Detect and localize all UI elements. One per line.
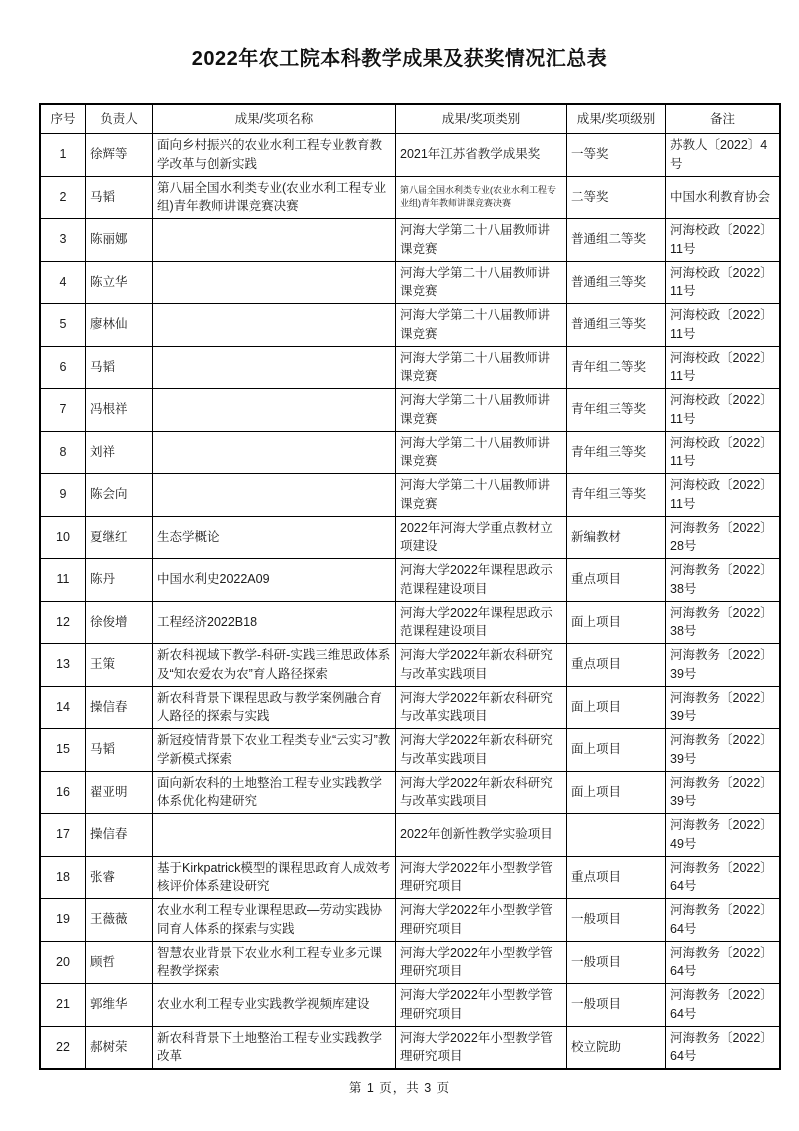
cell-level: 重点项目 xyxy=(567,559,666,602)
cell-row-number: 8 xyxy=(40,431,86,474)
cell-award-name: 新冠疫情背景下农业工程类专业“云实习”教学新模式探索 xyxy=(153,729,396,772)
cell-person: 徐俊增 xyxy=(86,601,153,644)
cell-row-number: 11 xyxy=(40,559,86,602)
cell-level: 重点项目 xyxy=(567,856,666,899)
cell-note: 河海教务〔2022〕39号 xyxy=(666,729,781,772)
cell-person: 王薇薇 xyxy=(86,899,153,942)
cell-row-number: 4 xyxy=(40,261,86,304)
cell-category: 河海大学第二十八届教师讲课竞赛 xyxy=(396,261,567,304)
cell-note: 河海校政〔2022〕11号 xyxy=(666,219,781,262)
cell-row-number: 19 xyxy=(40,899,86,942)
cell-row-number: 15 xyxy=(40,729,86,772)
cell-award-name: 新农科背景下课程思政与教学案例融合育人路径的探索与实践 xyxy=(153,686,396,729)
cell-note: 河海校政〔2022〕11号 xyxy=(666,261,781,304)
cell-person: 徐辉等 xyxy=(86,134,153,177)
cell-row-number: 10 xyxy=(40,516,86,559)
cell-category: 河海大学2022年课程思政示范课程建设项目 xyxy=(396,559,567,602)
col-header-category: 成果/奖项类别 xyxy=(396,104,567,134)
cell-person: 马韬 xyxy=(86,346,153,389)
cell-award-name xyxy=(153,814,396,857)
cell-row-number: 21 xyxy=(40,984,86,1027)
cell-category: 河海大学第二十八届教师讲课竞赛 xyxy=(396,431,567,474)
cell-award-name: 生态学概论 xyxy=(153,516,396,559)
cell-level: 青年组三等奖 xyxy=(567,474,666,517)
cell-row-number: 14 xyxy=(40,686,86,729)
cell-award-name xyxy=(153,219,396,262)
cell-note: 河海教务〔2022〕64号 xyxy=(666,856,781,899)
table-row xyxy=(40,899,780,942)
cell-level: 一等奖 xyxy=(567,134,666,177)
cell-person: 顾哲 xyxy=(86,941,153,984)
cell-level: 青年组三等奖 xyxy=(567,431,666,474)
col-header-note: 备注 xyxy=(666,104,781,134)
cell-person: 马韬 xyxy=(86,729,153,772)
cell-category: 第八届全国水利类专业(农业水利工程专业组)青年教师讲课竞赛决赛 xyxy=(396,176,567,219)
col-header-no: 序号 xyxy=(40,104,86,134)
cell-category: 河海大学2022年小型教学管理研究项目 xyxy=(396,984,567,1027)
table-row xyxy=(40,346,780,389)
cell-person: 刘祥 xyxy=(86,431,153,474)
table-header xyxy=(40,104,780,134)
cell-level: 普通组三等奖 xyxy=(567,304,666,347)
cell-row-number: 18 xyxy=(40,856,86,899)
cell-level: 新编教材 xyxy=(567,516,666,559)
cell-row-number: 13 xyxy=(40,644,86,687)
cell-award-name: 中国水利史2022A09 xyxy=(153,559,396,602)
cell-award-name xyxy=(153,389,396,432)
table-row xyxy=(40,431,780,474)
cell-note: 苏教人〔2022〕4号 xyxy=(666,134,781,177)
cell-row-number: 6 xyxy=(40,346,86,389)
cell-row-number: 9 xyxy=(40,474,86,517)
cell-level: 面上项目 xyxy=(567,601,666,644)
cell-row-number: 16 xyxy=(40,771,86,814)
cell-row-number: 3 xyxy=(40,219,86,262)
cell-category: 2022年河海大学重点教材立项建设 xyxy=(396,516,567,559)
cell-note: 河海教务〔2022〕38号 xyxy=(666,601,781,644)
cell-level: 青年组二等奖 xyxy=(567,346,666,389)
table-row xyxy=(40,176,780,219)
cell-category: 河海大学2022年小型教学管理研究项目 xyxy=(396,856,567,899)
cell-note: 河海校政〔2022〕11号 xyxy=(666,304,781,347)
cell-award-name: 面向乡村振兴的农业水利工程专业教育教学改革与创新实践 xyxy=(153,134,396,177)
cell-row-number: 12 xyxy=(40,601,86,644)
cell-note: 河海教务〔2022〕49号 xyxy=(666,814,781,857)
table-row xyxy=(40,814,780,857)
cell-category: 2022年创新性教学实验项目 xyxy=(396,814,567,857)
cell-level: 校立院助 xyxy=(567,1026,666,1069)
cell-category: 河海大学2022年小型教学管理研究项目 xyxy=(396,941,567,984)
table-row xyxy=(40,729,780,772)
cell-note: 河海教务〔2022〕28号 xyxy=(666,516,781,559)
cell-row-number: 2 xyxy=(40,176,86,219)
cell-level: 普通组二等奖 xyxy=(567,219,666,262)
cell-row-number: 5 xyxy=(40,304,86,347)
cell-row-number: 1 xyxy=(40,134,86,177)
cell-person: 陈丽娜 xyxy=(86,219,153,262)
table-row xyxy=(40,771,780,814)
table-row xyxy=(40,261,780,304)
cell-note: 河海教务〔2022〕64号 xyxy=(666,984,781,1027)
cell-level: 二等奖 xyxy=(567,176,666,219)
table-row xyxy=(40,474,780,517)
cell-category: 河海大学第二十八届教师讲课竞赛 xyxy=(396,304,567,347)
col-header-level: 成果/奖项级别 xyxy=(567,104,666,134)
cell-award-name: 基于Kirkpatrick模型的课程思政育人成效考核评价体系建设研究 xyxy=(153,856,396,899)
cell-award-name xyxy=(153,304,396,347)
cell-level xyxy=(567,814,666,857)
table-row xyxy=(40,1026,780,1069)
cell-level: 普通组三等奖 xyxy=(567,261,666,304)
cell-person: 操信春 xyxy=(86,686,153,729)
cell-person: 张睿 xyxy=(86,856,153,899)
table-row xyxy=(40,941,780,984)
table-row xyxy=(40,304,780,347)
cell-category: 河海大学2022年新农科研究与改革实践项目 xyxy=(396,644,567,687)
cell-note: 河海教务〔2022〕39号 xyxy=(666,686,781,729)
cell-person: 冯根祥 xyxy=(86,389,153,432)
table-row xyxy=(40,516,780,559)
cell-row-number: 17 xyxy=(40,814,86,857)
cell-award-name: 新农科背景下土地整治工程专业实践教学改革 xyxy=(153,1026,396,1069)
cell-person: 陈丹 xyxy=(86,559,153,602)
cell-person: 马韬 xyxy=(86,176,153,219)
cell-note: 河海教务〔2022〕39号 xyxy=(666,644,781,687)
cell-level: 一般项目 xyxy=(567,984,666,1027)
cell-level: 一般项目 xyxy=(567,899,666,942)
cell-row-number: 22 xyxy=(40,1026,86,1069)
cell-award-name: 工程经济2022B18 xyxy=(153,601,396,644)
table-row xyxy=(40,601,780,644)
cell-level: 重点项目 xyxy=(567,644,666,687)
table-row xyxy=(40,134,780,177)
cell-level: 一般项目 xyxy=(567,941,666,984)
cell-award-name: 农业水利工程专业课程思政—劳动实践协同育人体系的探索与实践 xyxy=(153,899,396,942)
table-row xyxy=(40,219,780,262)
cell-note: 河海教务〔2022〕39号 xyxy=(666,771,781,814)
cell-category: 河海大学第二十八届教师讲课竞赛 xyxy=(396,474,567,517)
cell-category: 河海大学2022年新农科研究与改革实践项目 xyxy=(396,686,567,729)
cell-award-name xyxy=(153,474,396,517)
cell-award-name: 农业水利工程专业实践教学视频库建设 xyxy=(153,984,396,1027)
table-row xyxy=(40,686,780,729)
cell-note: 河海教务〔2022〕38号 xyxy=(666,559,781,602)
cell-award-name xyxy=(153,261,396,304)
col-header-person: 负责人 xyxy=(86,104,153,134)
cell-person: 廖林仙 xyxy=(86,304,153,347)
header-row xyxy=(40,104,780,134)
cell-category: 河海大学2022年小型教学管理研究项目 xyxy=(396,899,567,942)
table-row xyxy=(40,984,780,1027)
cell-category: 河海大学第二十八届教师讲课竞赛 xyxy=(396,346,567,389)
cell-category: 河海大学2022年新农科研究与改革实践项目 xyxy=(396,729,567,772)
table-row xyxy=(40,559,780,602)
cell-level: 面上项目 xyxy=(567,686,666,729)
page-title: 2022年农工院本科教学成果及获奖情况汇总表 xyxy=(191,48,608,70)
cell-row-number: 20 xyxy=(40,941,86,984)
cell-award-name xyxy=(153,346,396,389)
cell-person: 翟亚明 xyxy=(86,771,153,814)
table-row xyxy=(40,389,780,432)
cell-note: 河海校政〔2022〕11号 xyxy=(666,389,781,432)
cell-level: 青年组三等奖 xyxy=(567,389,666,432)
cell-note: 河海校政〔2022〕11号 xyxy=(666,346,781,389)
awards-summary-table xyxy=(39,103,781,1070)
cell-note: 河海校政〔2022〕11号 xyxy=(666,474,781,517)
cell-note: 河海教务〔2022〕64号 xyxy=(666,941,781,984)
cell-row-number: 7 xyxy=(40,389,86,432)
cell-category: 河海大学第二十八届教师讲课竞赛 xyxy=(396,219,567,262)
cell-award-name xyxy=(153,431,396,474)
page-number: 第 1 页，共 3 页 xyxy=(348,1081,451,1095)
cell-person: 王策 xyxy=(86,644,153,687)
table-row xyxy=(40,644,780,687)
cell-person: 郝树荣 xyxy=(86,1026,153,1069)
cell-category: 河海大学2022年小型教学管理研究项目 xyxy=(396,1026,567,1069)
cell-note: 河海校政〔2022〕11号 xyxy=(666,431,781,474)
table-body xyxy=(40,134,780,1070)
cell-category: 河海大学第二十八届教师讲课竞赛 xyxy=(396,389,567,432)
cell-award-name: 面向新农科的土地整治工程专业实践教学体系优化构建研究 xyxy=(153,771,396,814)
cell-note: 河海教务〔2022〕64号 xyxy=(666,899,781,942)
cell-category: 河海大学2022年新农科研究与改革实践项目 xyxy=(396,771,567,814)
cell-person: 夏继红 xyxy=(86,516,153,559)
cell-person: 陈会向 xyxy=(86,474,153,517)
cell-award-name: 第八届全国水利类专业(农业水利工程专业组)青年教师讲课竞赛决赛 xyxy=(153,176,396,219)
cell-person: 郭维华 xyxy=(86,984,153,1027)
cell-category: 2021年江苏省教学成果奖 xyxy=(396,134,567,177)
cell-award-name: 智慧农业背景下农业水利工程专业多元课程教学探索 xyxy=(153,941,396,984)
cell-note: 河海教务〔2022〕64号 xyxy=(666,1026,781,1069)
cell-person: 操信春 xyxy=(86,814,153,857)
cell-award-name: 新农科视域下教学-科研-实践三维思政体系及“知农爱农为农”育人路径探索 xyxy=(153,644,396,687)
cell-category: 河海大学2022年课程思政示范课程建设项目 xyxy=(396,601,567,644)
cell-level: 面上项目 xyxy=(567,771,666,814)
col-header-name: 成果/奖项名称 xyxy=(153,104,396,134)
cell-person: 陈立华 xyxy=(86,261,153,304)
table-row xyxy=(40,856,780,899)
cell-note: 中国水利教育协会 xyxy=(666,176,781,219)
cell-level: 面上项目 xyxy=(567,729,666,772)
